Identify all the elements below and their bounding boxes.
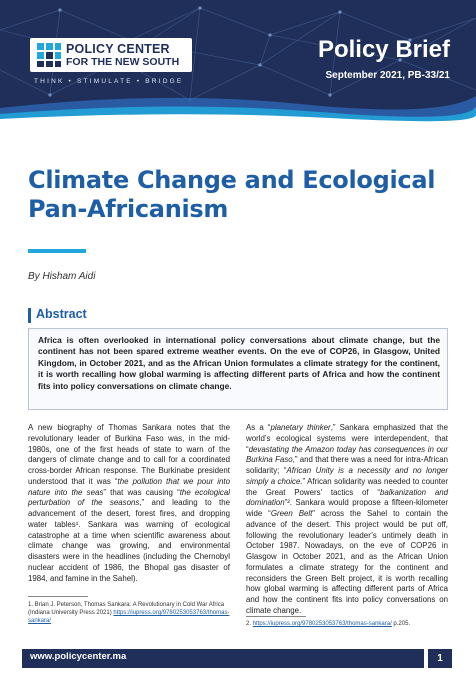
footnote-rule-left [28,596,88,597]
quote: Green Belt [270,509,313,518]
quote: devastating the Amazon today has consequences in our Burkina Faso [246,444,448,465]
body-text: ” across the Sahel to contain the advance of the desert. This project would be put off, following the revolutionary leader’s untimely death in October 1987. Nowadays, on the eve of COP26 in Glasgow in October 2021, and as the African Union formulates a climate strategy for the continent and reconsiders the Green Belt project, it is worth recalling how global warming is affecting different parts of Africa and how the continent fits into policy conversations on climate change. [246,509,448,615]
quote: the pollution that we pour into nature into the seas [28,476,230,497]
footer-website-link[interactable]: www.policycenter.ma [30,651,127,662]
footnote-2-link[interactable]: https://iupress.org/9780253053763/thomas-sankara/ [252,621,392,627]
title-accent-rule [28,249,86,253]
logo-name-line2: FOR THE NEW SOUTH [66,56,180,68]
footnote-2-number: 2. [246,621,253,627]
body-text: ,” Sankara emphasized that the world’s ecological systems were interdependent, that “ [246,423,448,454]
footnote-2-text: p.205. [391,621,411,627]
body-column-left [28,423,230,584]
footnote-1-text: 1. Brian J. Peterson, Thomas Sankara: A Revolutionary in Cold War Africa (Indiana University Press 2021) [28,602,225,616]
quote: African Unity is a necessity and no longer simply a choice. [246,466,448,486]
brief-date: September 2021, PB-33/21 [325,70,450,81]
page-number: 1 [428,649,452,668]
abstract-text: Africa is often overlooked in international policy conversations about climate change, but the continent has not been spared extreme weather events. On the eve of COP26, in Glasgow, United Kingdom, in October 2021, and as the African Union formulates a climate strategy for the continent, it is worth recalling how global warming is affecting different parts of Africa and how the continent fits into policy conversations on climate change. [38,335,440,391]
logo-name-line1: POLICY CENTER [66,42,170,56]
body-column-right [246,423,448,617]
body-text: ” that was causing “ [103,487,180,497]
policy-center-logo-icon [36,42,62,68]
body-text: ,” and leading to the advancement of the desert, forest fires, and dropping water tables¹. Sankara was warning of ecological catastrophe at a time when scientific awareness about climate change was growing, and environmental disasters were in the headlines (including the Chernobyl nuclear accident of 1986, the Bhopal gas disaster of 1984, and famine in the Sahel). [28,498,230,583]
body-text: As a “ [246,423,271,432]
header-banner [0,0,476,123]
logo-tagline: THINK • STIMULATE • BRIDGE [34,78,184,85]
body-text: ”². Sankara would propose a fifteen-kilometer wide “ [246,498,448,518]
author-byline: By Hisham Aidi [28,271,96,282]
body-text: A new biography of Thomas Sankara notes that the revolutionary leader of Burkina Faso was, in the mid-1980s, one of the first heads of state to warn of the dangers of climate change and to call for a coordinated cross-border African response. The Burkinabe president understood that it was “ [28,423,230,486]
abstract-heading: Abstract [36,307,87,321]
document-title: Climate Change and Ecological Pan-Africanism [28,166,436,223]
body-text: ,” and that there was a need for intra-African solidarity; “ [246,455,448,475]
footnote-1 [28,601,230,625]
quote: balkanization and domination [246,487,448,508]
footnote-rule-right [246,616,306,617]
body-text: ” African solidarity was needed to counter the Great Powers’ tactics of “ [246,476,448,497]
footnote-1-link[interactable]: https://iupress.org/9780253053763/thomas-sankara/ [28,610,230,624]
brief-type-title: Policy Brief [317,36,450,63]
quote: the ecological perturbation of the seasons [28,487,230,508]
quote: planetary thinker [270,423,331,432]
footnote-2 [246,620,448,628]
abstract-heading-bar [28,308,31,323]
